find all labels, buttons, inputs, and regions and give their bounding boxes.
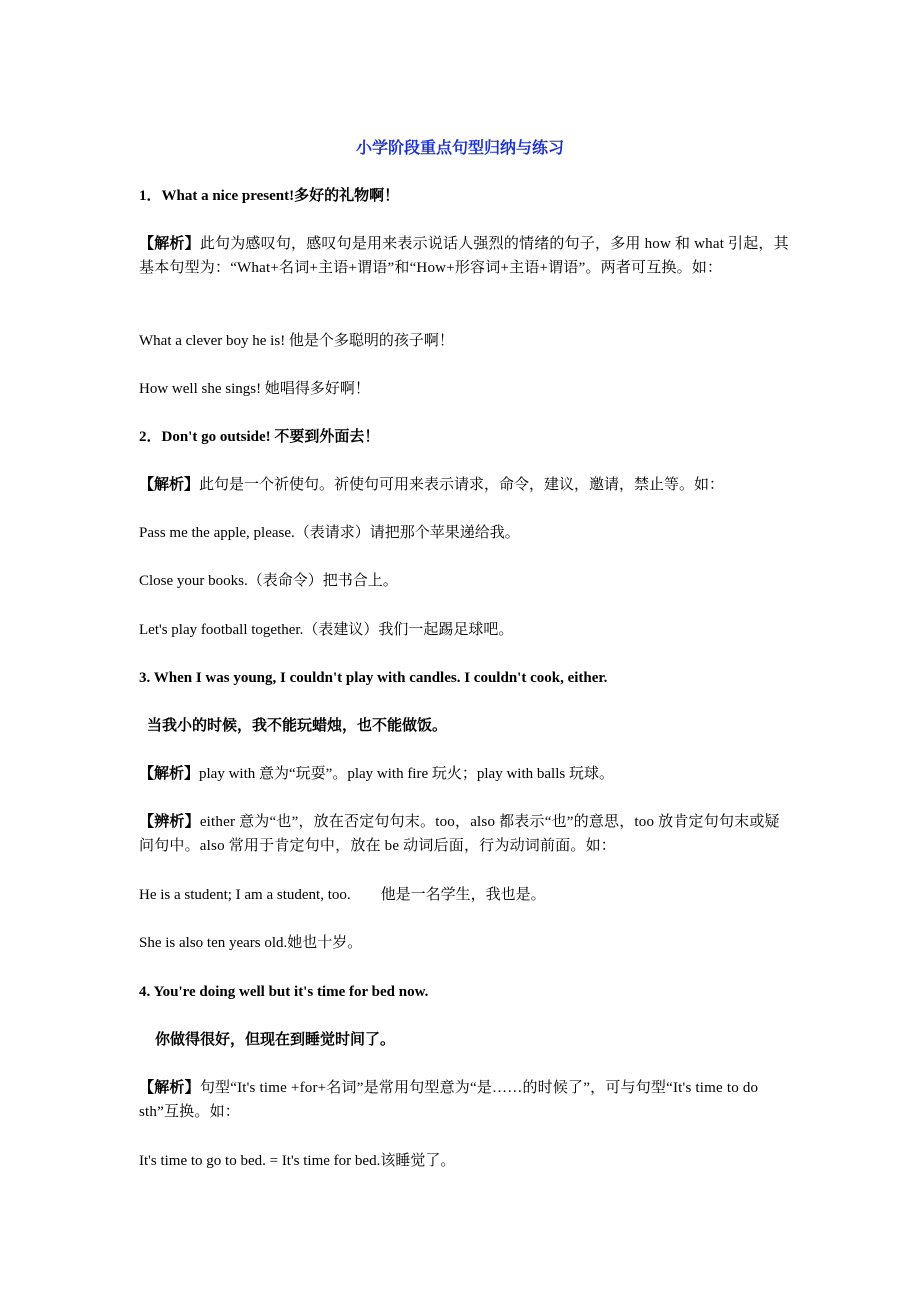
section-4-heading-cn: 你做得很好，但现在到睡觉时间了。 bbox=[155, 1032, 396, 1048]
section-3-heading-cn: 当我小的时候，我不能玩蜡烛，也不能做饭。 bbox=[147, 718, 448, 734]
page-title: 小学阶段重点句型归纳与练习 bbox=[355, 140, 564, 157]
section-3-analysis bbox=[139, 762, 789, 786]
section-1-example-1: What a clever boy he is! 他是个多聪明的孩子啊！ bbox=[139, 333, 454, 349]
analysis-text: 句型“It's time +for+名词”是常用句型意为“是……的时候了”，可与句型“It's time to do sth”互换。如： bbox=[139, 1080, 759, 1120]
section-2-example-2: Close your books.（表命令）把书合上。 bbox=[139, 573, 398, 589]
section-2-heading: 2．Don't go outside! 不要到外面去！ bbox=[139, 429, 380, 445]
section-1-example-2: How well she sings! 她唱得多好啊！ bbox=[139, 381, 370, 397]
section-3-distinguish bbox=[139, 810, 789, 858]
analysis-text: 此句是一个祈使句。祈使句可用来表示请求，命令，建议，邀请，禁止等。如： bbox=[199, 477, 725, 493]
section-2-analysis bbox=[139, 473, 789, 497]
section-3-example-1: He is a student; I am a student, too. 他是一名学生，我也是。 bbox=[139, 887, 546, 903]
section-4-analysis bbox=[139, 1076, 789, 1124]
section-3-example-2: She is also ten years old.她也十岁。 bbox=[139, 935, 363, 951]
section-1-analysis bbox=[139, 232, 789, 280]
section-1-heading: 1．What a nice present!多好的礼物啊！ bbox=[139, 188, 400, 204]
analysis-tag: 【解析】 bbox=[139, 766, 200, 782]
analysis-text: 此句为感叹句，感叹句是用来表示说话人强烈的情绪的句子，多用 how 和 what 引起，其基本句型为：“What+名词+主语+谓语”和“How+形容词+主语+谓语”。两者可互换。如： bbox=[139, 236, 789, 276]
analysis-tag: 【解析】 bbox=[139, 1080, 200, 1096]
section-2-example-1: Pass me the apple, please.（表请求）请把那个苹果递给我。 bbox=[139, 525, 520, 541]
section-4-heading: 4. You're doing well but it's time for bed now. bbox=[139, 984, 429, 1000]
analysis-tag: 【解析】 bbox=[139, 236, 200, 252]
analysis-tag: 【解析】 bbox=[139, 477, 200, 493]
distinguish-text: either 意为“也”，放在否定句句末。too，also 都表示“也”的意思，too 放肯定句句末或疑问句中。also 常用于肯定句中，放在 be 动词后面，行为动词前面。如： bbox=[139, 814, 780, 854]
section-3-heading: 3. When I was young, I couldn't play with candles. I couldn't cook, either. bbox=[139, 670, 608, 686]
analysis-text: play with 意为“玩耍”。play with fire 玩火；play with balls 玩球。 bbox=[199, 766, 614, 782]
section-4-example-1: It's time to go to bed. = It's time for bed.该睡觉了。 bbox=[139, 1153, 456, 1169]
distinguish-tag: 【辨析】 bbox=[139, 814, 200, 830]
section-2-example-3: Let's play football together.（表建议）我们一起踢足球吧。 bbox=[139, 622, 514, 638]
